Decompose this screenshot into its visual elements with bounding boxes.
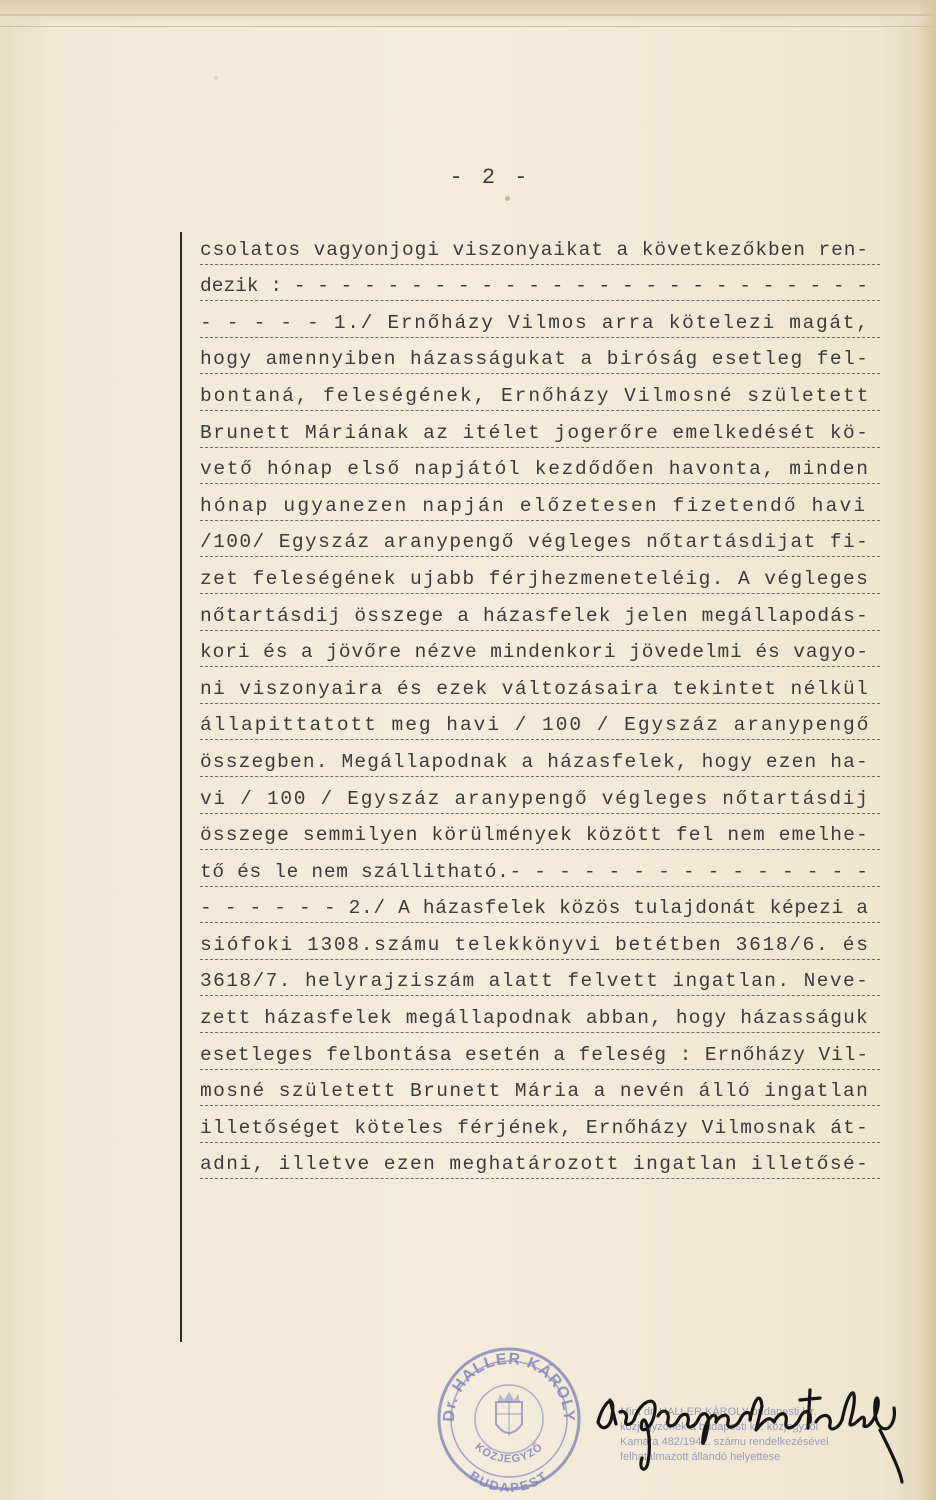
body-line — [200, 448, 880, 485]
body-line-text: zett házasfelek megállapodnak abban, hogy házasságuk — [200, 1007, 869, 1030]
left-margin-rule — [180, 232, 182, 1342]
body-line — [200, 704, 880, 741]
stamp-note-line: Kamara 482/1942. számu rendelkezésével — [620, 1436, 829, 1448]
notary-seal-stamp — [434, 1344, 584, 1494]
body-line-text: vető hónap első napjától kezdődően havonta, minden — [200, 458, 870, 481]
typewritten-body — [200, 228, 880, 1179]
page-number: - 2 - — [449, 165, 531, 190]
svg-text:BUDAPEST — [467, 1468, 551, 1494]
body-line — [200, 228, 880, 265]
body-line-text: összege semmilyen körülmények között fel nem emelhe- — [200, 824, 869, 847]
stamp-note-line: Mint dr. HALLER KÁROLY budapesti kir. — [620, 1406, 817, 1418]
body-line-text: - - - - - - 2./ A házasfelek közös tulajdonát képezi a — [200, 897, 869, 920]
stamp-note-line: közjegyzőnek a budapesti kir. közjegyzői — [620, 1421, 819, 1433]
paper-edge-shadow — [918, 0, 936, 1500]
seal-city-text: BUDAPEST — [466, 1467, 552, 1494]
seal-ring-text: Dr. HALLER KÁROLY — [440, 1350, 578, 1423]
body-line-text: bontaná, feleségének, Ernőházy Vilmosné született — [200, 384, 871, 407]
body-line-text: siófoki 1308.számu telekkönyvi betétben 3618/6. és — [200, 933, 870, 956]
body-line — [200, 1106, 880, 1143]
body-line — [200, 374, 880, 411]
body-line — [200, 1143, 880, 1180]
body-line — [200, 740, 880, 777]
body-line-text: zet feleségének ujabb férjhezmeneteléig. A végleges — [200, 567, 870, 590]
signature-text: Dr. Gyöngyösi Aristotelész — [590, 1370, 606, 1371]
body-line — [200, 960, 880, 997]
body-line-text: vi / 100 / Egyszáz aranypengő végleges nőtartásdij — [200, 787, 870, 810]
body-line-text: összegben. Megállapodnak a házasfelek, hogy ezen ha- — [200, 750, 869, 773]
body-line-text: 3618/7. helyrajziszám alatt felvett ingatlan. Neve- — [200, 970, 870, 993]
body-line — [200, 338, 880, 375]
body-line-text: hogy amennyiben házasságukat a biróság esetleg fel- — [200, 348, 870, 371]
body-line-text: hónap ugyanezen napján előzetesen fizetendő havi — [200, 494, 868, 517]
body-line-text: mosné született Brunett Mária a nevén álló ingatlan — [200, 1080, 870, 1103]
body-line — [200, 777, 880, 814]
body-line — [200, 923, 880, 960]
body-line — [200, 631, 880, 668]
body-line — [200, 594, 880, 631]
body-line — [200, 557, 880, 594]
handwritten-signature — [590, 1370, 910, 1490]
body-line — [200, 996, 880, 1033]
body-line — [200, 667, 880, 704]
body-line — [200, 301, 880, 338]
body-line-text: tő és le nem szállitható.- - - - - - - - - - - - - - - — [200, 860, 869, 883]
body-line-text: dezik : - - - - - - - - - - - - - - - - - - - - - - - - - — [200, 275, 869, 298]
body-line — [200, 521, 880, 558]
body-line — [200, 1070, 880, 1107]
body-line-text: Brunett Máriának az itélet jogerőre emelkedését kö- — [200, 421, 870, 444]
body-line-text: csolatos vagyonjogi viszonyaikat a következőkben ren- — [200, 238, 869, 261]
body-line-text: állapittatott meg havi / 100 / Egyszáz aranypengő — [200, 714, 871, 737]
paper-spot — [505, 196, 510, 201]
body-line-text: kori és a jövőre nézve mindenkori jövedelmi és vagyo- — [200, 641, 869, 664]
body-line-text: esetleges felbontása esetén a feleség : Ernőházy Vil- — [200, 1043, 869, 1066]
paper-fold-crease — [0, 14, 936, 16]
stamp-note-line: felhatalmazott állandó helyettese — [620, 1451, 781, 1463]
paper-spot — [214, 76, 218, 80]
body-line-text: - - - - - 1./ Ernőházy Vilmos arra kötelezi magát, — [200, 311, 870, 334]
body-line — [200, 814, 880, 851]
body-line-text: ni viszonyaira és ezek változásaira tekintet nélkül — [200, 677, 870, 700]
body-line — [200, 850, 880, 887]
body-line-text: /100/ Egyszáz aranypengő végleges nőtartásdijat fi- — [200, 531, 870, 554]
body-line — [200, 265, 880, 302]
body-line-text: adni, illetve ezen meghatározott ingatlan illetősé- — [200, 1153, 870, 1176]
body-line — [200, 1033, 880, 1070]
seal-lower-text: KÖZJEGYZŐ — [472, 1440, 546, 1466]
body-line-text: illetőséget köteles férjének, Ernőházy Vilmosnak át- — [200, 1116, 869, 1139]
body-line — [200, 411, 880, 448]
body-line — [200, 887, 880, 924]
body-line-text: nőtartásdij összege a házasfelek jelen megállapodás- — [200, 604, 869, 627]
body-line — [200, 484, 880, 521]
